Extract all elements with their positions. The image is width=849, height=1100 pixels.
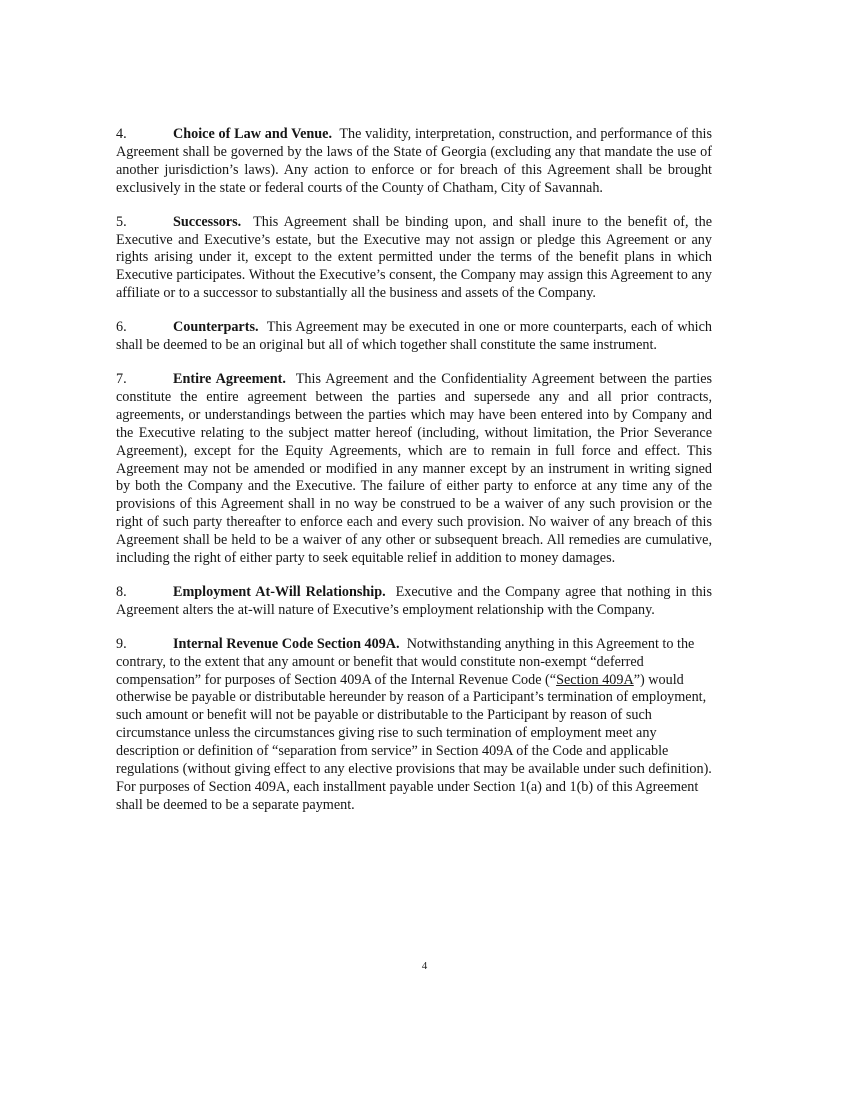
document-page — [116, 126, 712, 831]
section-employment-at-will — [116, 584, 712, 620]
section-choice-of-law — [116, 126, 712, 198]
section-heading: Successors. — [173, 213, 242, 230]
section-heading: Choice of Law and Venue. — [173, 126, 333, 142]
section-text: Executive and the Company agree that nothing in this Agreement alters the at-will nature of Executive’s employment relationship with the Company. — [116, 583, 712, 618]
section-number: 6. — [116, 319, 127, 336]
section-text: This Agreement may be executed in one or more counterparts, each of which shall be deemed to be an original but all of which together shall constitute the same instrument. — [116, 319, 712, 354]
section-text: This Agreement and the Confidentiality Agreement between the parties constitute the entire agreement between the parties and supersede any and all prior contracts, agreements, or understandings between the parties which may have been entered into by Company and the Executive relating to the subject matter hereof (including, without limitation, the Prior Severance Agreement), except for the Equity Agreements, which are to remain in full force and effect. This Agreement may not be amended or modified in any manner except by an instrument in writing signed by both the Company and the Executive. The failure of either party to enforce at any time any of the provisions of this Agreement shall in no way be construed to be a waiver of any such provision or the right of such party thereafter to enforce each and every such provision. No waiver of any breach of this Agreement shall be held to be a waiver of any other or subsequent breach. All remedies are cumulative, including the right of either party to seek equitable relief in addition to money damages. — [116, 370, 713, 567]
section-number: 4. — [116, 126, 127, 142]
section-number: 5. — [116, 213, 127, 230]
section-text-before: Notwithstanding anything in this Agreement to the contrary, to the extent that any amount or benefit that would constitute non-exempt “deferred compensation” for purposes of Section 409A of the Internal Revenue Code (“ — [116, 635, 695, 688]
section-number: 7. — [116, 370, 127, 387]
page-number: 4 — [421, 960, 428, 972]
defined-term: Section 409A — [556, 671, 634, 688]
section-heading: Employment At-Will Relationship. — [173, 583, 386, 600]
section-number: 8. — [116, 583, 127, 600]
section-heading: Internal Revenue Code Section 409A. — [173, 635, 400, 652]
section-entire-agreement — [116, 371, 712, 568]
section-number: 9. — [116, 635, 127, 652]
section-text: The validity, interpretation, construction, and performance of this Agreement shall be governed by the laws of the State of Georgia (excluding any that mandate the use of another jurisdiction’s laws). Any action to enforce or for breach of this Agreement shall be brought exclusively in the state or federal courts of the County of Chatham, City of Savannah. — [116, 126, 712, 196]
section-heading: Counterparts. — [173, 319, 259, 336]
section-counterparts — [116, 319, 712, 355]
section-heading: Entire Agreement. — [173, 370, 286, 387]
section-text: This Agreement shall be binding upon, and shall inure to the benefit of, the Executive and Executive’s estate, but the Executive may not assign or pledge this Agreement or any rights arising under it, except to the extent permitted under the terms of the benefit plans in which Executive participates. Without the Executive’s consent, the Company may assign this Agreement to any affiliate or to a successor to substantially all the business and assets of the Company. — [116, 213, 712, 302]
section-successors — [116, 214, 712, 304]
section-409a — [116, 636, 712, 815]
section-text-after: ”) would otherwise be payable or distributable hereunder by reason of a Participant’s termination of employment, such amount or benefit will not be payable or distributable to the Participant by reason of such circumstance unless the circumstances giving rise to such termination of employment meet any description or definition of “separation from service” in Section 409A of the Code and applicable regulations (without giving effect to any elective provisions that may be available under such definition). For purposes of Section 409A, each installment payable under Section 1(a) and 1(b) of this Agreement shall be deemed to be a separate payment. — [116, 671, 712, 813]
